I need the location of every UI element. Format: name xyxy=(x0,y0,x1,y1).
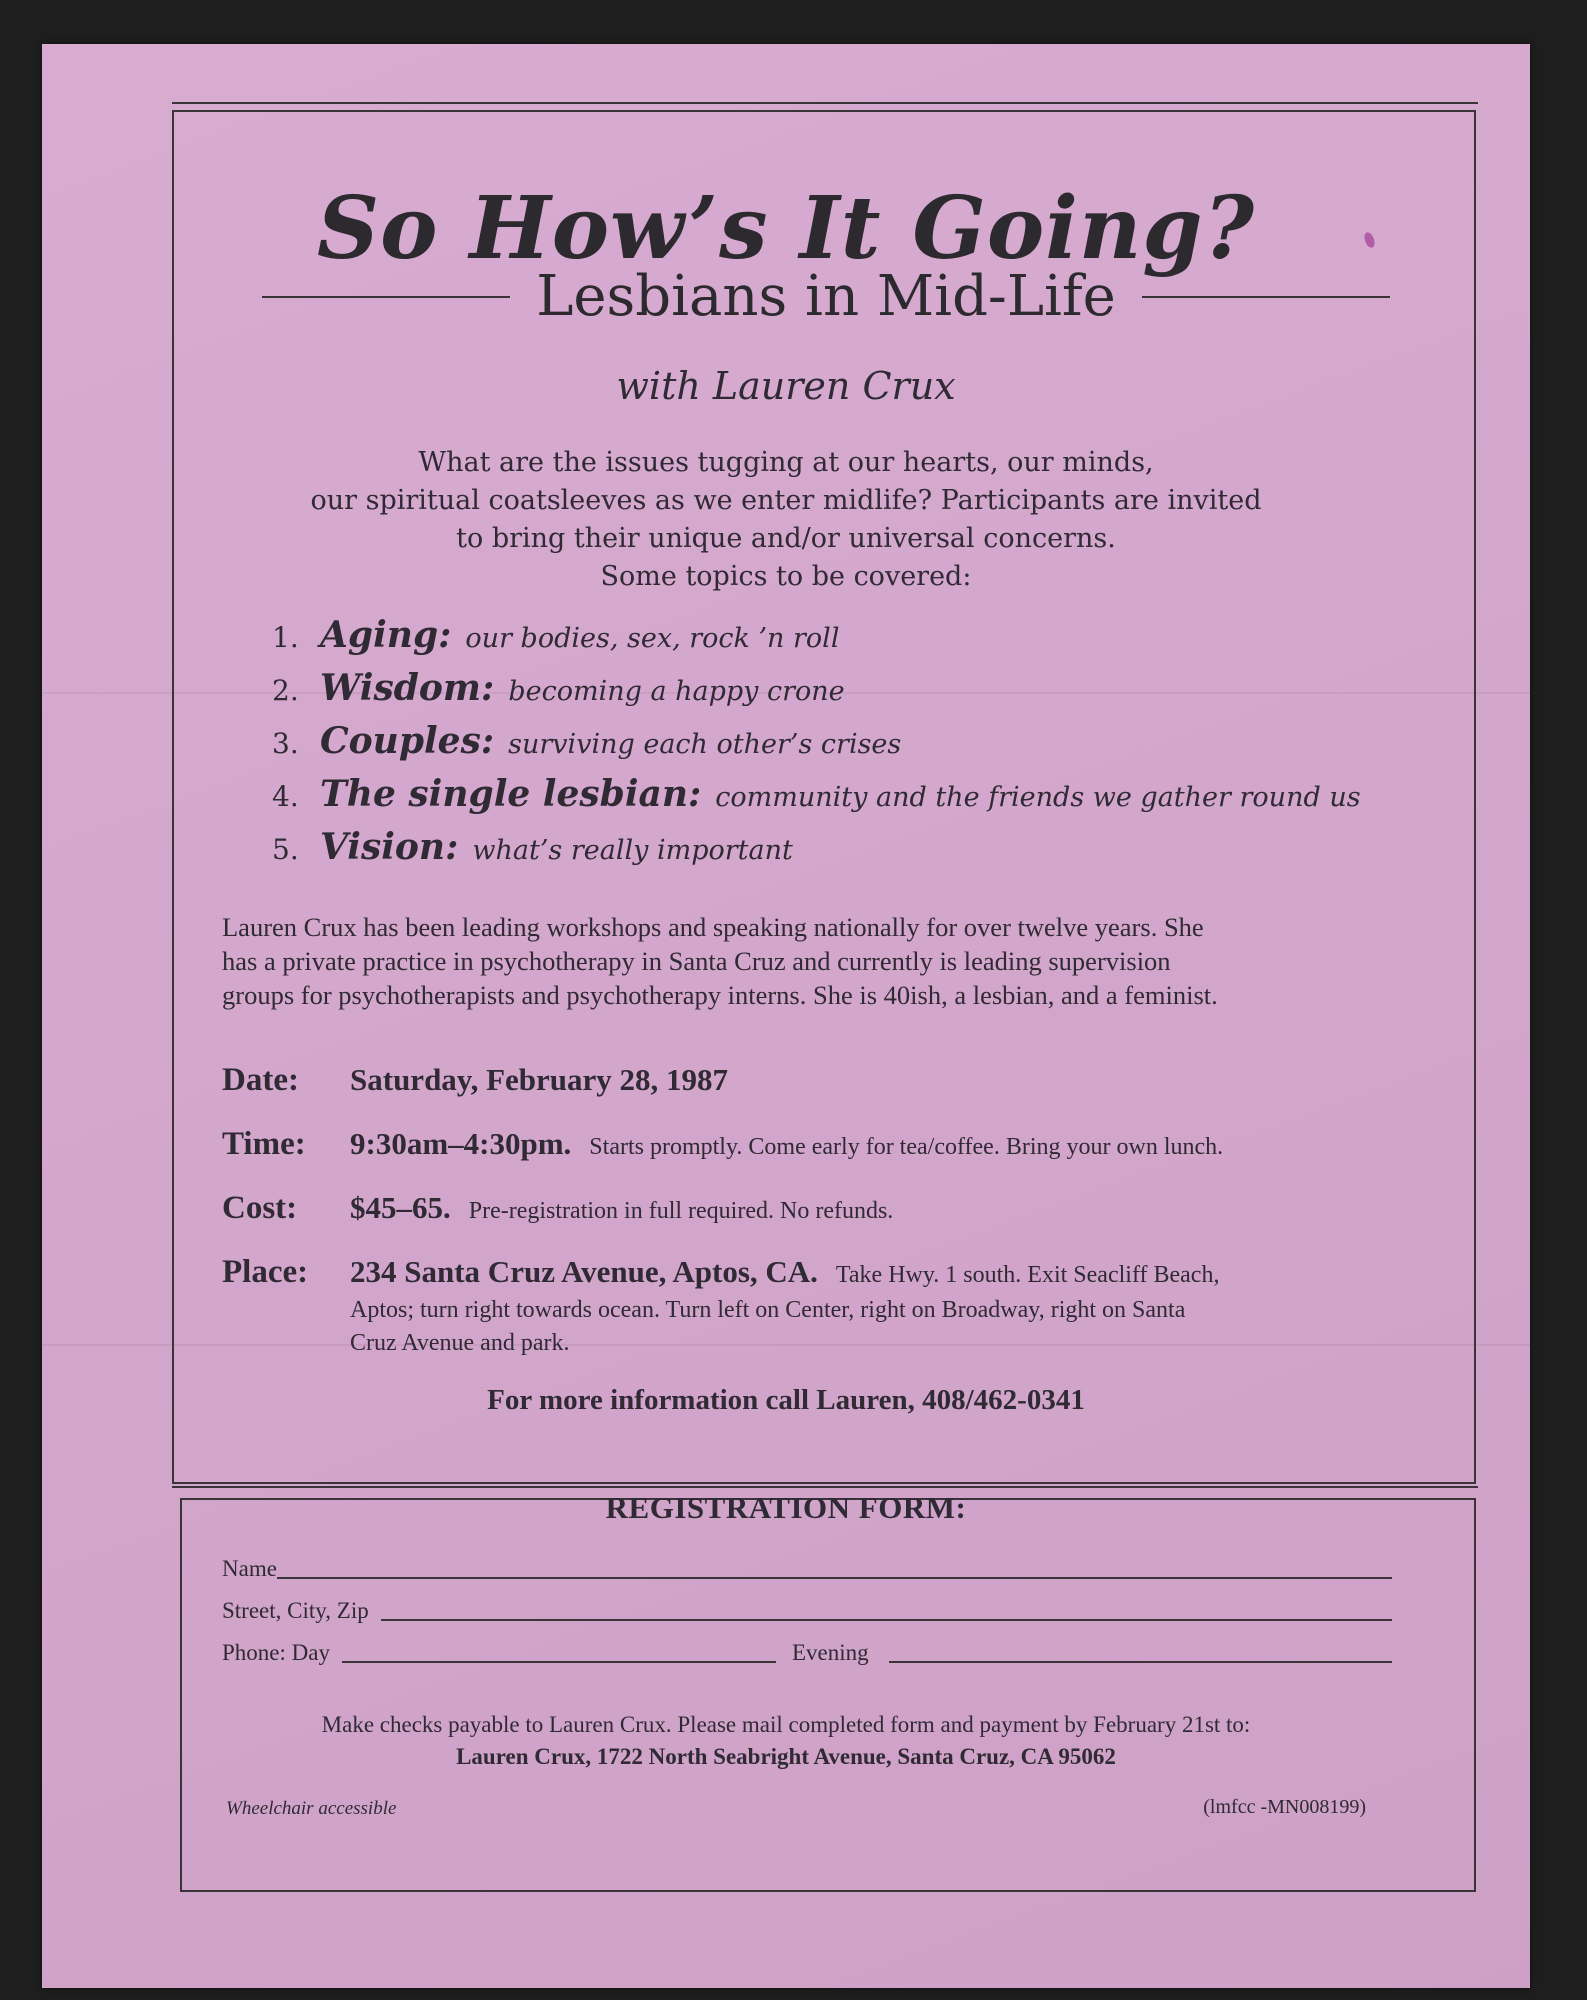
date-label: Date: xyxy=(222,1062,299,1098)
topic-number: 5. xyxy=(272,833,299,866)
name-label: Name xyxy=(222,1556,277,1581)
contact-info: For more information call Lauren, 408/462-0341 xyxy=(487,1384,1085,1416)
topics-list xyxy=(272,614,1361,879)
topic-heading: The single lesbian: xyxy=(320,773,702,815)
intro-line: What are the issues tugging at our hearts, our minds, xyxy=(418,447,1154,478)
subtitle-rule-left xyxy=(262,296,510,298)
topic-item xyxy=(272,667,1361,720)
topic-heading: Aging: xyxy=(320,614,452,656)
directions-line: Aptos; turn right towards ocean. Turn left on Center, right on Broadway, right on Santa xyxy=(350,1297,1186,1323)
place-note: Take Hwy. 1 south. Exit Seacliff Beach, xyxy=(835,1262,1220,1288)
top-rule xyxy=(172,102,1478,104)
payment-instructions: Make checks payable to Lauren Crux. Please mail completed form and payment by February 21st to: xyxy=(321,1712,1251,1737)
time-row xyxy=(222,1126,1352,1190)
intro-line: to bring their unique and/or universal concerns. xyxy=(456,523,1116,554)
time-label: Time: xyxy=(222,1126,306,1162)
topic-number: 3. xyxy=(272,727,299,760)
topic-heading: Vision: xyxy=(320,826,459,868)
time-value: 9:30am–4:30pm. xyxy=(350,1126,572,1161)
topic-description: our bodies, sex, rock ’n roll xyxy=(465,623,840,654)
name-field-row xyxy=(222,1556,1392,1582)
topic-description: becoming a happy crone xyxy=(508,676,845,707)
flyer-title: So How’s It Going? xyxy=(317,178,1255,279)
phone-evening-label: Evening xyxy=(791,1640,869,1665)
place-directions xyxy=(222,1294,1352,1364)
cost-label: Cost: xyxy=(222,1190,298,1226)
flyer-sheet xyxy=(42,44,1530,1988)
bio-line: groups for psychotherapists and psychotherapy interns. She is 40ish, a lesbian, and a feminist. xyxy=(222,980,1218,1010)
place-row xyxy=(222,1254,1352,1294)
intro-line: Some topics to be covered: xyxy=(600,561,972,592)
place-value: 234 Santa Cruz Avenue, Aptos, CA. xyxy=(350,1254,818,1289)
event-details xyxy=(222,1062,1352,1364)
cost-note: Pre-registration in full required. No refunds. xyxy=(468,1198,894,1224)
cost-value: $45–65. xyxy=(350,1190,451,1225)
topic-heading: Wisdom: xyxy=(320,667,495,709)
topic-item xyxy=(272,614,1361,667)
flyer-subtitle: Lesbians in Mid-Life xyxy=(536,264,1116,329)
address-field-row xyxy=(222,1598,1392,1624)
name-field[interactable] xyxy=(277,1577,1392,1579)
registration-title: REGISTRATION FORM: xyxy=(605,1490,967,1525)
bio-line: has a private practice in psychotherapy in Santa Cruz and currently is leading supervision xyxy=(222,946,1171,976)
intro-paragraph xyxy=(42,444,1530,596)
date-value: Saturday, February 28, 1987 xyxy=(350,1062,729,1097)
time-note: Starts promptly. Come early for tea/coffee. Bring your own lunch. xyxy=(589,1134,1224,1160)
intro-line: our spiritual coatsleeves as we enter midlife? Participants are invited xyxy=(310,485,1262,516)
subtitle-rule-right xyxy=(1142,296,1390,298)
cost-row xyxy=(222,1190,1352,1254)
catalog-id: (lmfcc -MN008199) xyxy=(1203,1796,1366,1818)
topic-number: 4. xyxy=(272,780,299,813)
topic-description: what’s really important xyxy=(472,835,793,866)
topic-item xyxy=(272,826,1361,879)
phone-evening-field[interactable] xyxy=(889,1661,1392,1663)
topic-number: 2. xyxy=(272,674,299,707)
topic-description: community and the friends we gather round us xyxy=(715,782,1361,813)
divider-rule xyxy=(172,1486,1478,1488)
bio-line: Lauren Crux has been leading workshops and speaking nationally for over twelve years. She xyxy=(222,912,1204,942)
presenter-bio xyxy=(222,910,1352,1012)
topic-item xyxy=(272,720,1361,773)
phone-day-field[interactable] xyxy=(342,1661,776,1663)
directions-line: Cruz Avenue and park. xyxy=(350,1330,570,1356)
subtitle-row xyxy=(262,264,1390,329)
place-label: Place: xyxy=(222,1254,309,1290)
phone-day-label: Phone: Day xyxy=(222,1640,330,1665)
address-field[interactable] xyxy=(381,1619,1392,1621)
accessibility-note: Wheelchair accessible xyxy=(226,1798,397,1819)
phone-field-row xyxy=(222,1640,1392,1666)
presenter-line: with Lauren Crux xyxy=(616,364,956,408)
mailing-address: Lauren Crux, 1722 North Seabright Avenue, Santa Cruz, CA 95062 xyxy=(456,1744,1116,1769)
date-row xyxy=(222,1062,1352,1126)
address-label: Street, City, Zip xyxy=(222,1598,369,1623)
topic-number: 1. xyxy=(272,621,299,654)
topic-description: surviving each other’s crises xyxy=(508,729,902,760)
topic-heading: Couples: xyxy=(320,720,495,762)
topic-item xyxy=(272,773,1361,826)
